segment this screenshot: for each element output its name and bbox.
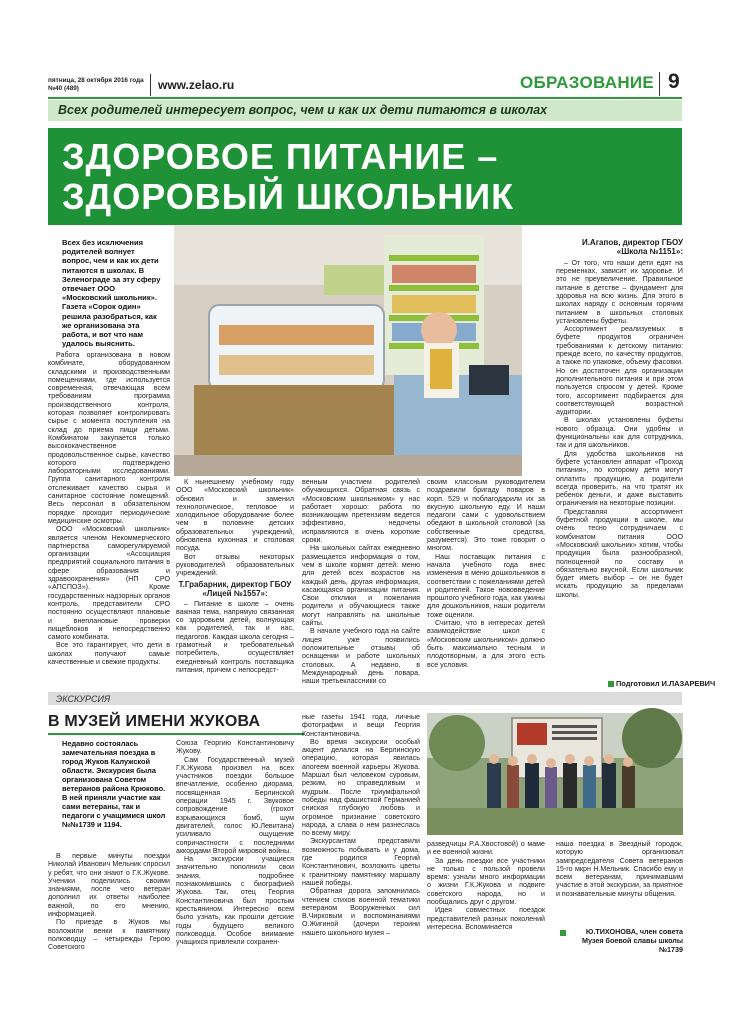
section-label: ОБРАЗОВАНИЕ [520, 73, 655, 92]
subtitle-banner-text: Всех родителей интересует вопрос, чем и как их дети питаются в школах [58, 103, 548, 117]
article2-col3-p4: Обратная дорога запомнилась чтением стихов военной тематики ветераном Вооруженных сил В.Чирковым и воспоминаниями О.Жигиной (дочери героини нашего школьного музея – [302, 887, 420, 937]
article1-col1 [48, 351, 170, 666]
museum-trip-photo [427, 713, 683, 835]
article2-author: Ю.ТИХОНОВА, член совета Музея боевой славы школы №1739 [581, 927, 683, 954]
article1-right-p5: Представляя ассортимент буфетной продукции в школе, мы очень тесно сотрудничаем с комбинатом питания ООО «Московский школьник» хотим, чтобы продукция была разнообразной, полноценной по составу и обязательно вкусной. Если школьник будет иметь выбор – он не будет искать продукцию за пределами школы. [556, 507, 683, 599]
article2-right-text [556, 840, 683, 920]
article1-author: Подготовил И.ЛАЗАРЕВИЧ [616, 679, 716, 688]
article2-col3 [302, 713, 420, 995]
buffet-photo [174, 225, 522, 476]
rubric-label: ЭКСКУРСИЯ [56, 694, 111, 704]
article2-col3-p2: Во время экскурсии особый акцент делался на Берлинскую операцию, которая явилась апогеем военной карьеры Жукова. Маршал был человеком суровым, резким, но справедливым и мудрым. После триумфальной победы над фашисткой Германией сниская глубокую любовь и огромное признание советского народа, а слава о нем разнеслась по всему миру. [302, 737, 420, 838]
article1-col2-signature: Т.Грабарник, директор ГБОУ «Лицей №1557»: [178, 579, 292, 598]
article1-right-text [556, 259, 683, 659]
page-number: 9 [668, 70, 680, 93]
article1-col1-p3: Все это гарантирует, что дети в школах получают самые качественные и свежие продукты. [48, 641, 170, 666]
article1-col2-p1: К нынешнему учебному году ООО «Московский школьник» обновил и заменил технологическое, тепловое и холодильное оборудование более чем в половине детских образовательных учреждений, обновлена кухонная и столовая посуда. [176, 478, 294, 553]
article1-right-column [556, 238, 683, 668]
article2-col1-p1: В первые минуты поездки Николай Иванович Мельник спросил у ребят, что они знают о Г.К.Жукове. Ученики поделились своими знаниями, после чего ветеран дополнил их ответы наиболее важной, по его мнению, информацией. [48, 852, 170, 919]
header-rule [48, 97, 682, 99]
article1-right-signature: И.Агапов, директор ГБОУ «Школа №1151»: [581, 238, 683, 257]
subtitle-banner [48, 100, 682, 121]
author-marker [608, 681, 614, 687]
article1-col4 [427, 478, 545, 669]
article2-title-rule [48, 733, 304, 735]
article1-col1-p1: Работа организована в новом комбинате, оборудованном складскими и производственными помещениями, где используется современная, отвечающая всем требованиям программа производственного контроля, которая позволяет контролировать сырье с момента поступления на склад до приема пищи детьми. Комбинатом закупается только высококачественное продовольственное сырье, качество которого подтверждено лабораторными исследованиями. Группа санитарного контроля отслеживает качество сырья и санитарное состояние помещений. Весь персонал в обязательном порядке проходит периодические медицинские осмотры. [48, 351, 170, 525]
article1-right-p3: В школах установлены буфеты нового образца. Они удобны и функциональны как для сотрудника, так и для школьников. [556, 416, 683, 450]
site-url[interactable]: www.zelao.ru [158, 78, 235, 92]
article2-title: В МУЗЕЙ ИМЕНИ ЖУКОВА [48, 713, 261, 730]
article1-col4-p3: Считаю, что в интересах детей взаимодействие школ с «Московским школьником» должно быть максимально тесным и плодотворным, а для этого есть все условия. [427, 619, 545, 669]
article1-col2-p2: Вот отзывы некоторых руководителей образовательных учреждений. [176, 552, 294, 578]
article1-col4-p1: своим классным руководителем поздравили бригаду поваров в корп. 529 и поблагодарили их за вкусную школьную еду. И наши педагоги сами с удовольствием обедают в школьной столовой (за собственные средства, разумеется). Это тоже говорит о многом. [427, 478, 545, 553]
buffet-photo-illustration [174, 225, 522, 476]
article2-col2 [176, 739, 294, 995]
article1-col2 [176, 478, 294, 674]
issue-number: №40 (489) [48, 85, 79, 92]
article1-col1-p2: ООО «Московский школьник» является членом Некоммерческого партнерства саморегулируемой организации «Ассоциация предприятий социального питания в сфере образования и здравоохранения» (НП СРО «АПСПОЗ»). Кроме государственных надзорных органов контроль, представители СРО постоянно осуществляют плановые и внеплановые проверки пищеблоков и непосредственно самого комбината. [48, 525, 170, 642]
article2-lead: Недавно состоялась замечательная поездка в город Жуков Калужской области. Экскурсия была организована Советом ветеранов района Крюково. В ней приняли участие как сами ветераны, так и педагоги с учащимися школ №№1739 и 1194. [62, 739, 166, 829]
article-title-block [48, 128, 682, 225]
header-divider-right [659, 72, 660, 96]
article2-col2-p1: Союза Георгию Константиновичу Жукову. [176, 739, 294, 756]
museum-trip-photo-illustration [427, 713, 683, 835]
article2-col1 [48, 852, 170, 994]
article2-right-p1: наша поездка в Звездный городок, которую организовал зампредседателя Совета ветеранов 15-го мкрн Н.Мельник. Спасибо ему и всем ветеранам, принимавшим участие в этой экскурсии, за приятное и познавательные минуты общения. [556, 840, 683, 898]
article1-right-p4: Для удобства школьников на буфете установлен аппарат «Проход питания», по которому дети могут оплатить продукцию, а родители всегда проверить, на что тратят их ребенок деньги, и даже выставить ограничения на некоторые позиции. [556, 449, 683, 508]
article1-col4-p2: Наш поставщик питания с начала учебного года внес изменения в меню дошкольников в соответствии с пожеланиями детей и родителей. Такое нововведение прошлого учебного года, как ужины для дошкольников, наши родители тоже оценили. [427, 552, 545, 619]
article2-col2-p3: На экскурсии учащиеся значительно пополнили свои знания, подробнее познакомившись с биографией Жукова. Так, отец Георгия Константиновича был простым крестьянином. Интересно всем было узнать, как прошли детские годы будущего великого полководца. Особое внимание учащихся привлекли сохранен- [176, 855, 294, 947]
article-title-line2: ЗДОРОВЫЙ ШКОЛЬНИК [62, 176, 515, 217]
rubric-bar [48, 692, 682, 705]
article1-right-p1: – От того, что наши дети едят на переменках, зависит их здоровье. И это не преувеличение. Правильное питание в детстве – фундамент для здоровья на всю жизнь. Для этого в школах наряду с основным горячим питанием в школьных столовых установлены буфеты. [556, 258, 683, 325]
article2-col4 [427, 840, 545, 994]
article2-col1-p2: По приезде в Жуков мы возложили венки к памятнику полководцу – четырежды Герою Советского [48, 918, 170, 952]
article2-col4-p2: За день поездки все участники не только с пользой провели время: узнали много информации о жизни Г.К.Жукова и подвиге советского народа, но и пообщались друг с другом. [427, 856, 545, 907]
article1-col3-p3: В начале учебного года на сайте лицея уже появились положительные отзывы об оснащении и работе школьных столовых. А недавно, в Международный день повара, наши третьеклассники со [302, 627, 420, 686]
article1-col3-p2: На школьных сайтах ежедневно размещается информация о том, чем в школе кормят детей: меню для детей всех возрастов на каждый день, другая информация, касающаяся организации питания. Свои отклики и пожелания родители и обучающиеся также могут направлять на школьные сайты. [302, 544, 420, 628]
article2-col2-p2: Сам Государственный музей Г.К.Жукова произвел на всех участников поездки большое впечатление, особенно диорама, посвященная Берлинской операции 1945 г. Звуковое сопровождение (грохот взрывающихся бомб, шум двигателей, голос Ю.Левитана) усиливало ощущение сопричастности с последними аккордами Второй мировой войны. [176, 755, 294, 855]
article1-lead: Всех без исключения родителей волнует вопрос, чем и как их дети питаются в школах. В Зеленограде за эту сферу отвечает ООО «Московский школьник». Газета «Сорок один» решила разобраться, как же организована эта работа, и вот что нам удалось выяснить. [62, 238, 161, 349]
article2-col3-p1: ные газеты 1941 года, личные фотографии и вещи Георгия Константиновича. [302, 713, 420, 738]
article-title-line1: ЗДОРОВОЕ ПИТАНИЕ – [62, 136, 499, 177]
article2-col3-p3: Экскурсантам представили возможность побывать и у дома, где родился Георгий Константинович, возложить цветы к гранитному памятнику маршалу нашей победы. [302, 837, 420, 887]
article1-right-p2: Ассортимент реализуемых в буфете продуктов ограничен требованиями к детскому питанию: прежде всего, по качеству продуктов, а также по упаковке, объему фасовки. Но он достаточен для организации дополнительного питания и при этом пользуется спросом у детей. Кроме того, ассортимент подбирается для соответствующей возрастной аудитории. [556, 325, 683, 417]
article1-col3-p1: венным участием родителей обучающихся. Обратная связь с «Московским школьником» у нас работает хорошо: работа по возникающим претензиям ведется эффективно, недочеты исправляются в очень короткие сроки. [302, 478, 420, 545]
issue-date: пятница, 28 октября 2016 года [48, 77, 144, 84]
article2-col4-p1: разведчицы Р.А.Хвостовой) о маме и ее военной жизни. [427, 840, 545, 857]
article2-author-marker [560, 930, 566, 936]
article1-col2-p3: – Питание в школе – очень важная тема, напрямую связанная со здоровьем детей, волнующая как родителей, так и нас, педагогов. Каждая школа сегодня – грамотный и требовательный потребитель, осуществляет ежедневный контроль поставщика питания, причем с непосредст- [176, 599, 294, 674]
article1-col3 [302, 478, 420, 686]
header-divider-left [150, 74, 151, 96]
article2-col4-p3: Идея совместных поездок представителей разных поколений интересна. Вспоминается [427, 906, 545, 931]
